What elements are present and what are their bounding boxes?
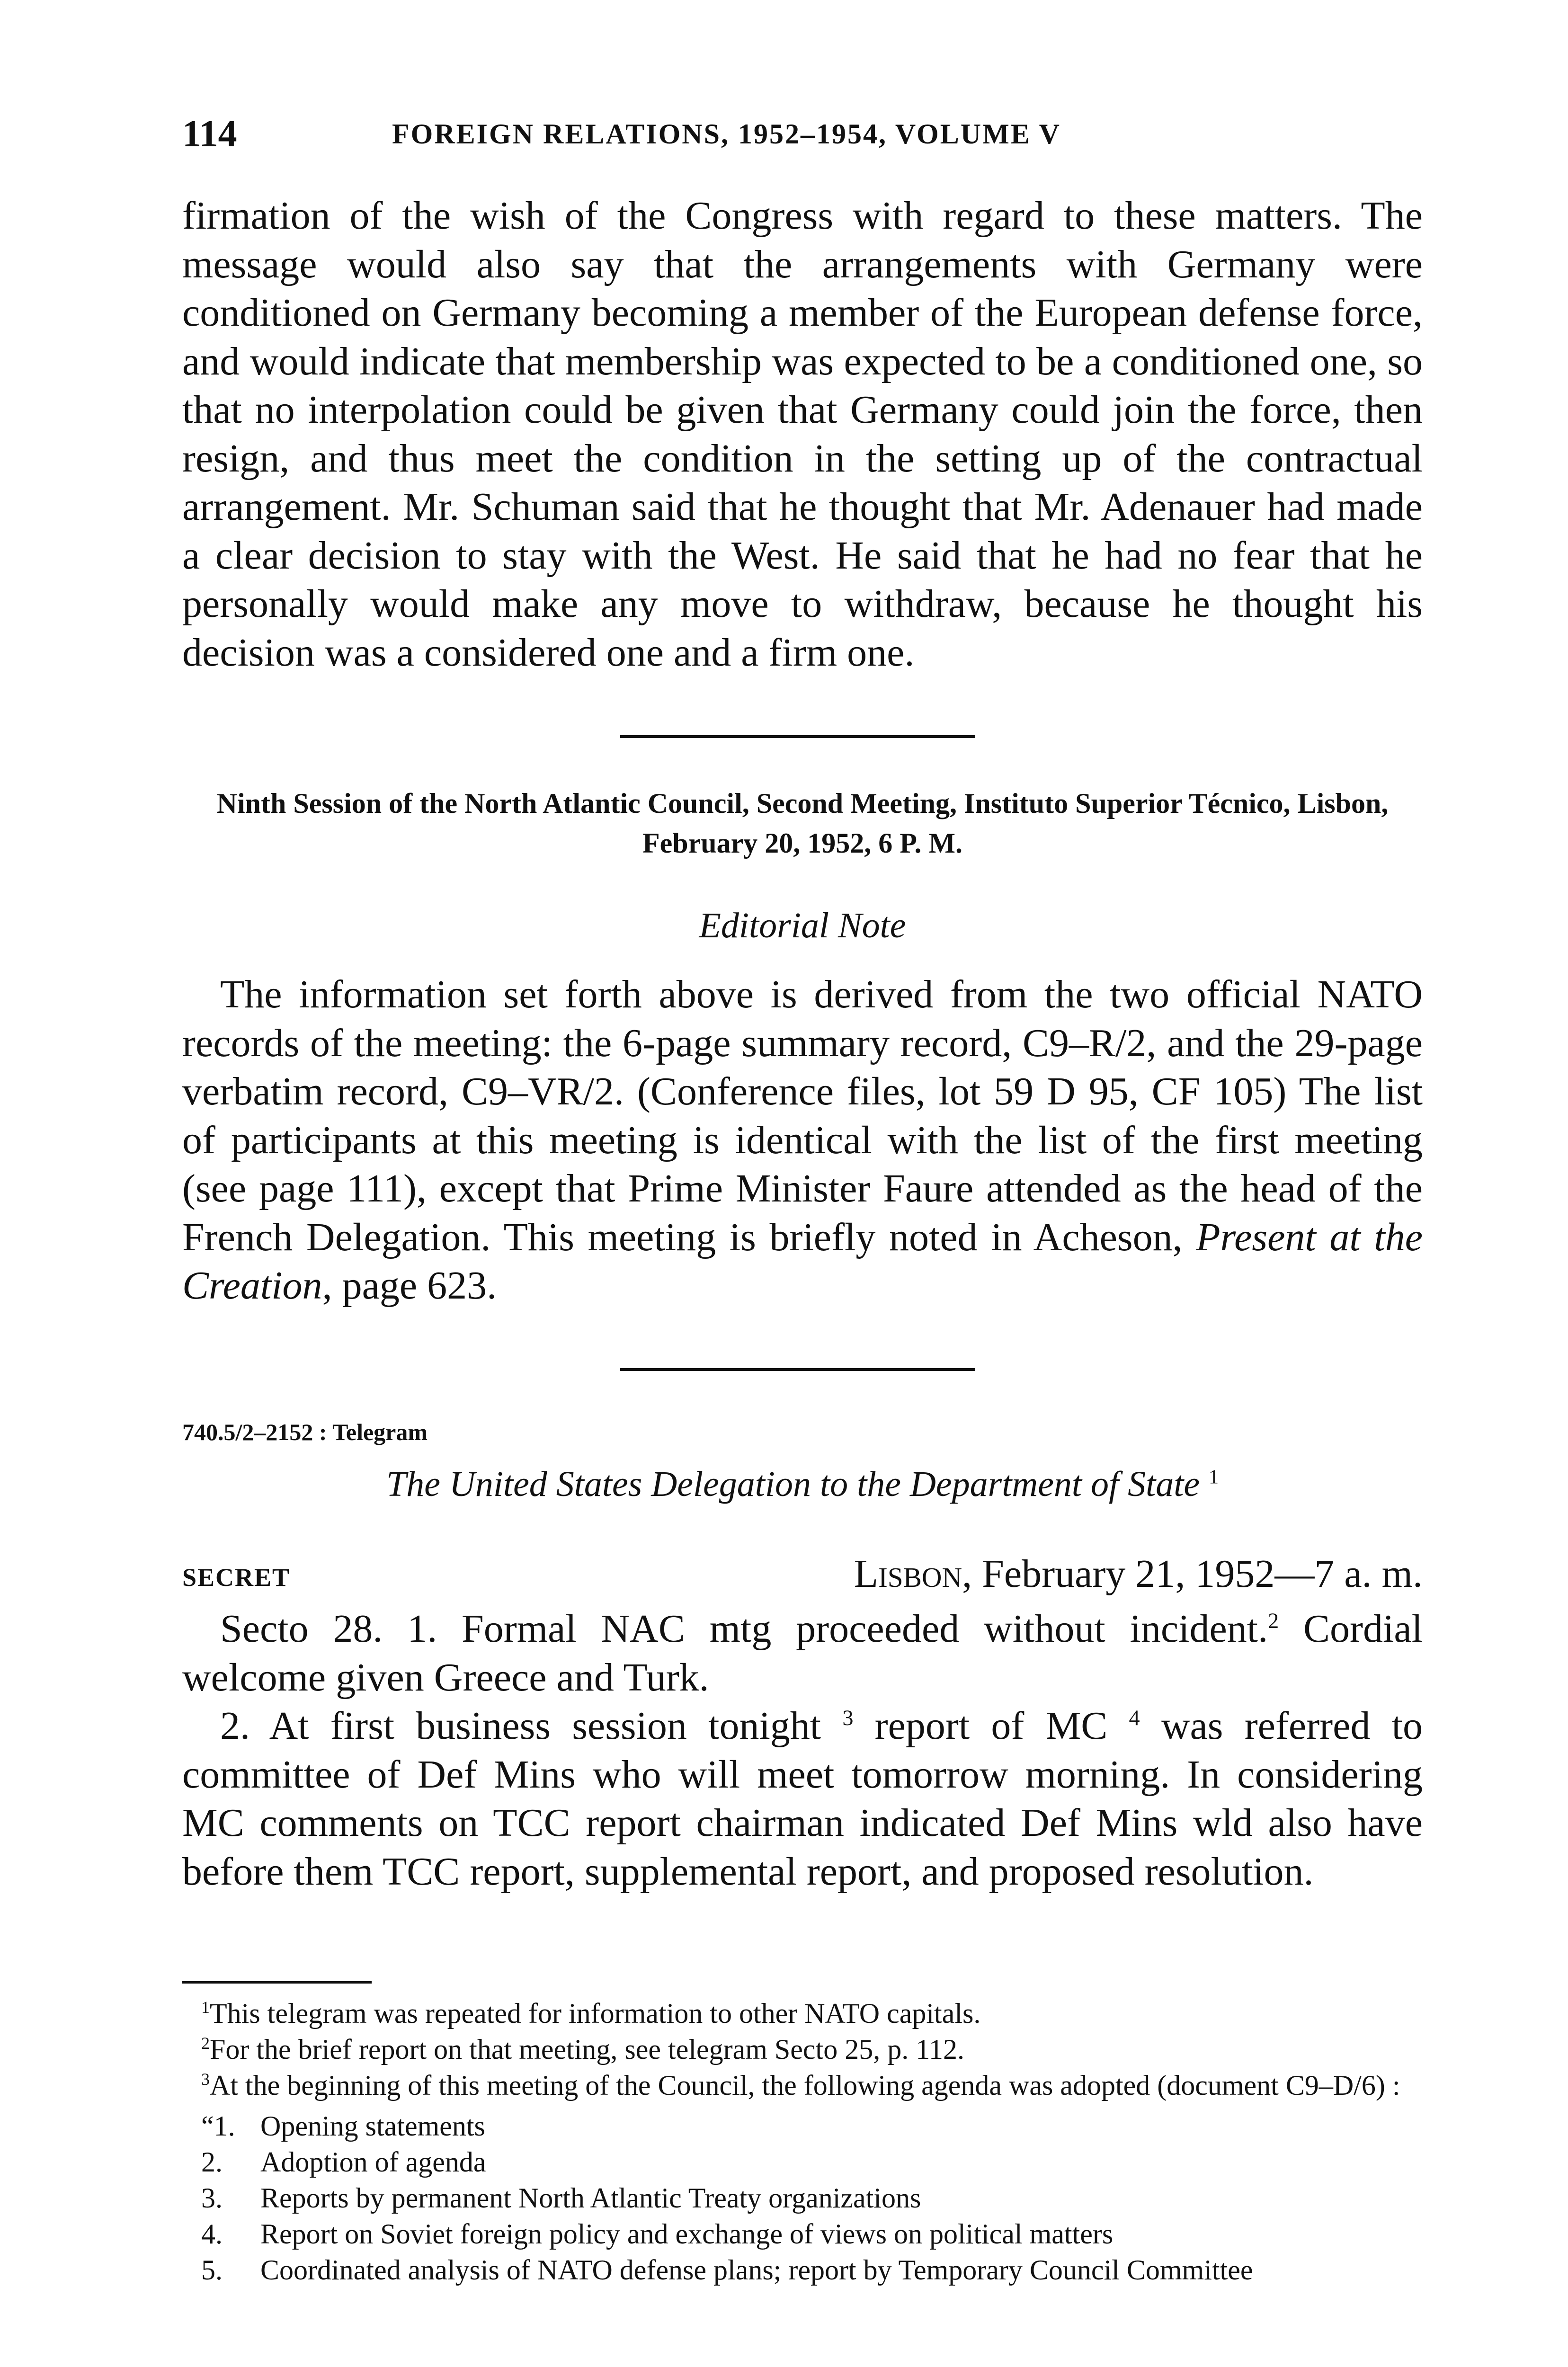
list-item	[182, 2108, 1423, 2144]
footnote-2	[182, 2031, 1423, 2067]
page-number: 114	[182, 113, 237, 155]
section-divider	[620, 1368, 975, 1371]
telegram-paragraph-1	[182, 1605, 1423, 1702]
agenda-text: Coordinated analysis of NATO defense plans; report by Temporary Council Committee	[260, 2254, 1253, 2286]
continued-paragraph	[182, 192, 1423, 677]
editorial-note-paragraph	[182, 970, 1423, 1310]
book-title: Present at the Creation	[182, 1215, 1423, 1308]
agenda-number: 5.	[201, 2254, 223, 2286]
footnote-mark: 2	[201, 2034, 210, 2053]
agenda-number: 4.	[201, 2218, 223, 2250]
telegram-paragraph-2	[182, 1702, 1423, 1896]
agenda-text: Opening statements	[260, 2110, 485, 2142]
document-title	[182, 1460, 1423, 1508]
para2-text-cont: report of MC	[853, 1704, 1129, 1748]
agenda-number: 3.	[201, 2182, 223, 2214]
telegram-body	[182, 1605, 1423, 1896]
footnote-text: For the brief report on that meeting, see telegram Secto 25, p. 112.	[210, 2034, 964, 2065]
para1-text: Secto 28. 1. Formal NAC mtg proceeded without incident.	[220, 1607, 1268, 1651]
agenda-number: “1.	[201, 2110, 235, 2142]
list-item	[182, 2180, 1423, 2216]
intro-paragraph: firmation of the wish of the Congress with regard to these matters. The message would also say that the arrangements with Germany were conditioned on Germany becoming a member of the European defense force, and would indicate that membership was expected to be a conditioned one, so that no interpolation could be given that Germany could join the force, then resign, and thus meet the condition in the setting up of the contractual arrangement. Mr. Schuman said that he thought that Mr. Adenauer had made a clear decision to stay with the West. He said that he had no fear that he personally would make any move to withdraw, because he thought his decision was a considered one and a firm one.	[182, 194, 1423, 675]
agenda-text: Report on Soviet foreign policy and exchange of views on political matters	[260, 2218, 1114, 2250]
place: Lisbon	[854, 1552, 962, 1596]
footnotes	[182, 1995, 1423, 2288]
classification-label: SECRET	[182, 1563, 291, 1592]
editorial-text-before: The information set forth above is derived from the two official NATO records of the meeting: the 6-page summary record, C9–R/2, and the 29-page verbatim record, C9–VR/2. (Conference files, lot 59 D 95, CF 105) The list of participants at this meeting is identical with the list of the first meeting (see page 111), except that Prime Minister Faure attended as the head of the French Delegation. This meeting is briefly noted in Acheson,	[182, 972, 1423, 1259]
place-date	[854, 1550, 1423, 1598]
footnote-ref: 1	[1209, 1466, 1219, 1488]
list-item	[182, 2144, 1423, 2180]
footnote-mark: 1	[201, 1998, 210, 2017]
date: , February 21, 1952—7 a. m.	[962, 1552, 1423, 1596]
page-header	[182, 108, 1423, 160]
dateline	[182, 1550, 1423, 1598]
footnote-ref: 2	[1268, 1609, 1279, 1633]
para2-text: 2. At first business session tonight	[220, 1704, 843, 1748]
agenda-text: Reports by permanent North Atlantic Treaty organizations	[260, 2182, 921, 2214]
list-item	[182, 2252, 1423, 2288]
session-heading: Ninth Session of the North Atlantic Council, Second Meeting, Instituto Superior Técnico, Lisbon, February 20, 1952, 6 P. M.	[216, 788, 1389, 859]
editorial-text-after: , page 623.	[322, 1264, 497, 1308]
running-head: FOREIGN RELATIONS, 1952–1954, VOLUME V	[392, 118, 1061, 150]
file-reference: 740.5/2–2152 : Telegram	[182, 1419, 428, 1445]
footnote-ref: 3	[842, 1706, 854, 1730]
editorial-note-title: Editorial Note	[699, 906, 906, 945]
list-item	[182, 2216, 1423, 2252]
footnote-rule	[182, 1981, 372, 1984]
para2-text-end: was referred to committee of Def Mins who will meet tomorrow morning. In considering MC comments on TCC report chairman indicated Def Mins wld also have before them TCC report, supplemental report, and proposed resolution.	[182, 1704, 1423, 1894]
footnote-3	[182, 2067, 1423, 2103]
editorial-note-body	[182, 970, 1423, 1310]
agenda-number: 2.	[201, 2146, 223, 2178]
document-title-text: The United States Delegation to the Department of State	[386, 1464, 1200, 1504]
section-divider	[620, 735, 975, 738]
footnote-text: This telegram was repeated for information to other NATO capitals.	[210, 1998, 981, 2029]
agenda-text: Adoption of agenda	[260, 2146, 486, 2178]
footnote-text: At the beginning of this meeting of the Council, the following agenda was adopted (document C9–D/6) :	[210, 2070, 1400, 2101]
agenda-list	[182, 2108, 1423, 2288]
footnote-mark: 3	[201, 2070, 210, 2089]
para1-text-cont: Cordial welcome given Greece and Turk.	[182, 1607, 1423, 1700]
footnote-1	[182, 1995, 1423, 2031]
footnote-ref: 4	[1129, 1706, 1140, 1730]
